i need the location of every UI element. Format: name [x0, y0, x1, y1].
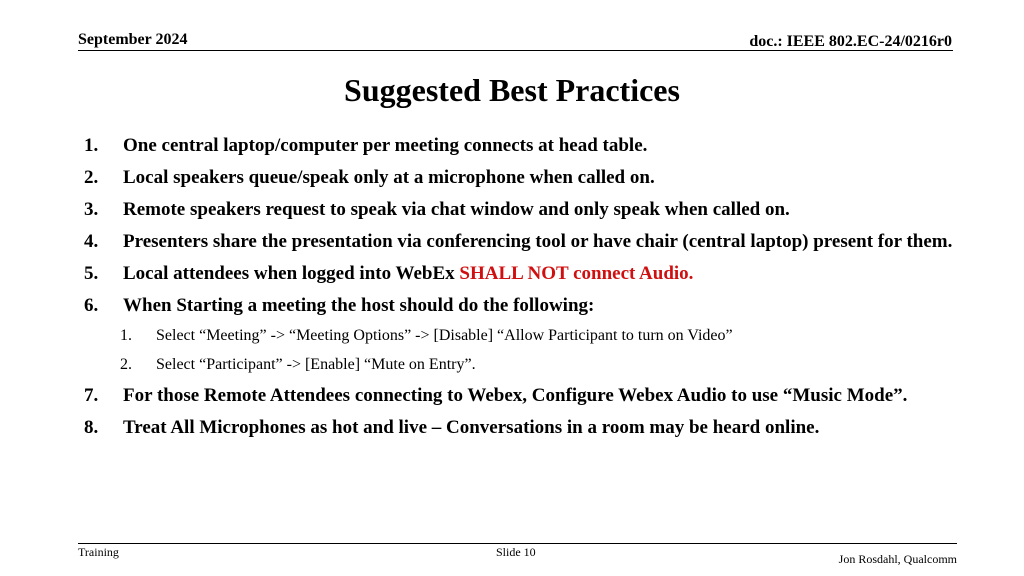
slide-title: Suggested Best Practices — [344, 72, 680, 108]
sub-list-item — [84, 354, 964, 376]
list-item — [84, 415, 964, 440]
sub-list-item — [84, 325, 964, 347]
sub-list-item-number: 2. — [120, 356, 132, 373]
list-item-text: Treat All Microphones as hot and live – Conversations in a room may be heard online. — [123, 417, 820, 438]
sub-list-item-number: 1. — [120, 327, 132, 344]
header-date: September 2024 — [78, 31, 188, 48]
list-item-text: Local speakers queue/speak only at a microphone when called on. — [123, 167, 655, 188]
list-item-text: Presenters share the presentation via conferencing tool or have chair (central laptop) present for them. — [123, 231, 953, 252]
list-item-text: Remote speakers request to speak via chat window and only speak when called on. — [123, 199, 790, 220]
sub-list-item-text: Select “Meeting” -> “Meeting Options” -> [Disable] “Allow Participant to turn on Video” — [156, 327, 733, 344]
list-item — [84, 261, 964, 286]
list-item-text: When Starting a meeting the host should do the following: — [123, 295, 595, 316]
list-item — [84, 229, 964, 254]
list-item-number: 4. — [84, 231, 99, 252]
footer-category: Training — [78, 545, 119, 559]
list-item-number: 8. — [84, 417, 99, 438]
shall-not-warning: SHALL NOT connect Audio. — [459, 263, 694, 284]
list-item-text: Local attendees when logged into WebEx — [123, 263, 460, 284]
footer-author: Jon Rosdahl, Qualcomm — [838, 552, 957, 566]
list-item-number: 7. — [84, 385, 99, 406]
list-item — [84, 383, 964, 408]
slide-number: Slide 10 — [496, 545, 536, 559]
sub-list-item-text: Select “Participant” -> [Enable] “Mute on Entry”. — [156, 356, 476, 373]
list-item-number: 6. — [84, 295, 99, 316]
list-item — [84, 293, 964, 318]
list-item-number: 5. — [84, 263, 99, 284]
list-item-text: For those Remote Attendees connecting to Webex, Configure Webex Audio to use “Music Mode”. — [123, 385, 908, 406]
list-item — [84, 133, 964, 158]
list-item-number: 3. — [84, 199, 99, 220]
header-doc-id: doc.: IEEE 802.EC-24/0216r0 — [749, 33, 952, 50]
list-item-number: 1. — [84, 135, 99, 156]
footer-divider — [78, 543, 957, 544]
list-item — [84, 197, 964, 222]
list-item-number: 2. — [84, 167, 99, 188]
list-item-text: One central laptop/computer per meeting connects at head table. — [123, 135, 648, 156]
practices-list — [84, 133, 964, 447]
list-item — [84, 165, 964, 190]
header-divider — [78, 50, 953, 51]
